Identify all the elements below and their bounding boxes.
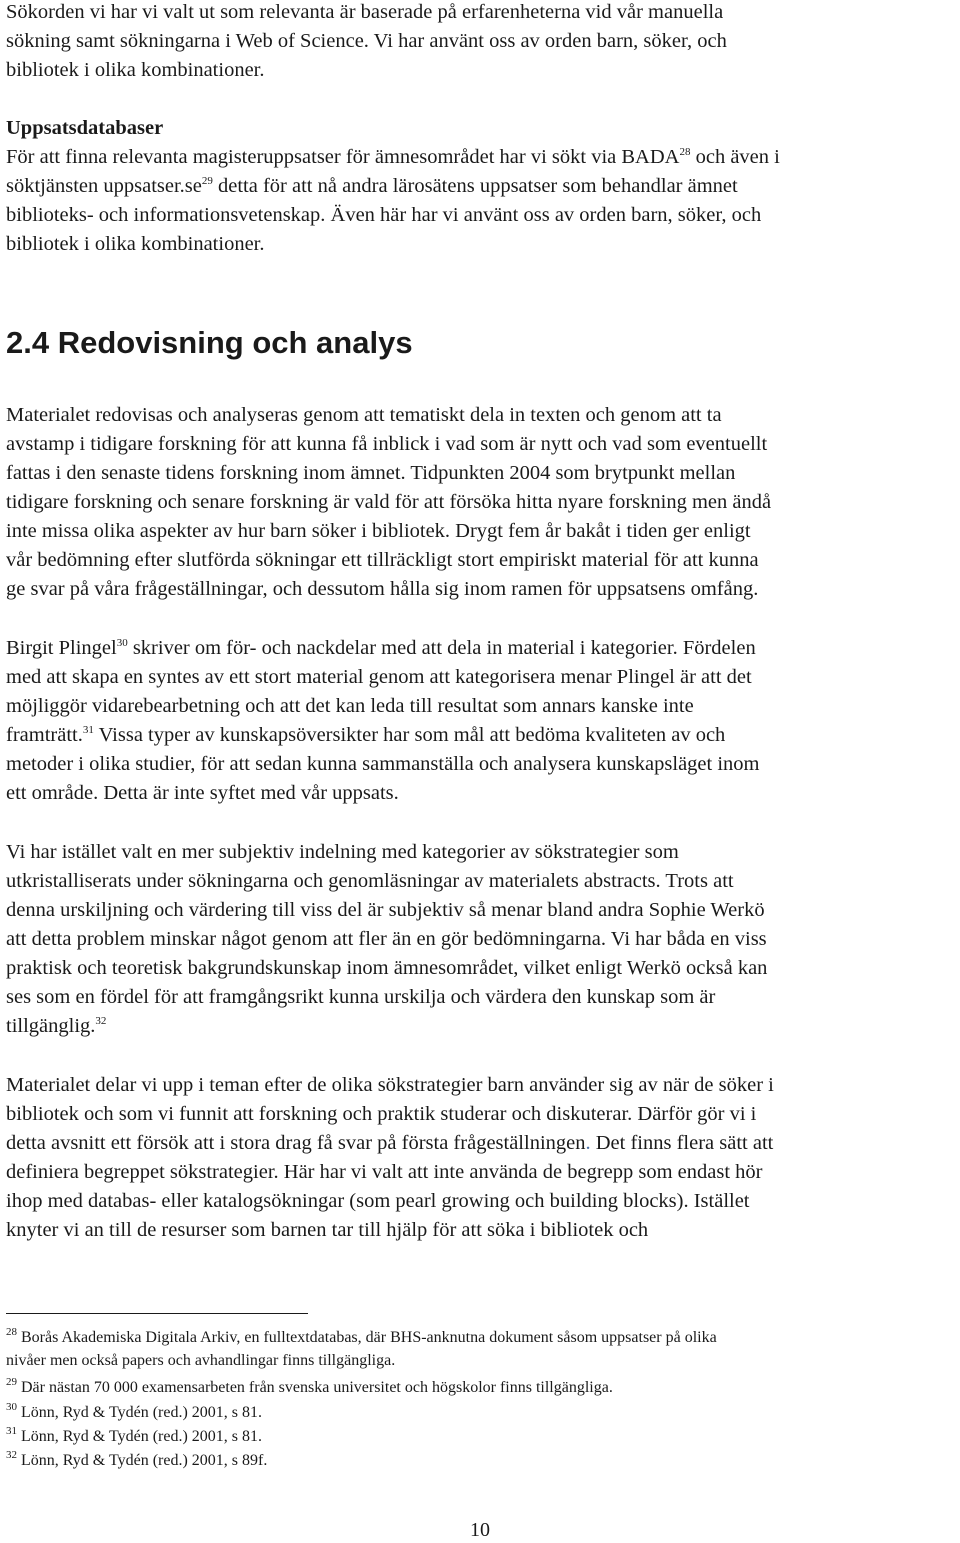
text-line: ge svar på våra frågeställningar, och dessutom hålla sig inom ramen för uppsatsens omfång. [6, 578, 759, 600]
text-line: bibliotek i olika kombinationer. [6, 233, 265, 255]
footnote-text: Borås Akademiska Digitala Arkiv, en fulltextdatabas, där BHS-anknutna dokument såsom uppsatser på olika [21, 1329, 717, 1346]
text-line: Materialet delar vi upp i teman efter de olika sökstrategier barn använder sig av när de söker i [6, 1074, 774, 1096]
text-run: . [585, 1132, 591, 1154]
text-line: biblioteks- och informationsvetenskap. Även här har vi använt oss av orden barn, söker, och [6, 204, 762, 226]
text-run: För att finna relevanta magisteruppsatser för ämnesområdet har vi sökt via BADA [6, 146, 680, 168]
text-line: ses som en fördel för att framgångsrikt kunna urskilja och värdera den kunskap som är [6, 986, 716, 1008]
footnote-ref: 29 [201, 175, 213, 187]
text-line: att detta problem minskar något genom att fler än en gör bedömningarna. Vi har båda en viss [6, 928, 767, 950]
text-run: tillgänglig. [6, 1015, 96, 1037]
text-run: detta avsnitt ett försök att i stora drag få svar på första frågeställningen [6, 1132, 586, 1154]
text-line: fattas i den senaste tidens forskning inom ämnet. Tidpunkten 2004 som brytpunkt mellan [6, 462, 736, 484]
footnote-28 [6, 1326, 956, 1372]
footnote-text: Lönn, Ryd & Tydén (red.) 2001, s 89f. [21, 1452, 268, 1469]
text-line: avstamp i tidigare forskning för att kunna få inblick i vad som är nytt och vad som eventuellt [6, 433, 768, 455]
footnote-ref: 32 [95, 1015, 107, 1027]
text-line: sökning samt sökningarna i Web of Science. Vi har använt oss av orden barn, söker, och [6, 30, 727, 52]
footnote-separator [6, 1313, 308, 1314]
footnote-number: 28 [6, 1326, 17, 1338]
text-line: Sökorden vi har vi valt ut som relevanta är baserade på erfarenheterna vid vår manuella [6, 1, 724, 23]
text-line: ett område. Detta är inte syftet med vår uppsats. [6, 782, 399, 804]
text-line: utkristalliserats under sökningarna och genomläsningar av materialets abstracts. Trots att [6, 870, 734, 892]
footnote-text: Lönn, Ryd & Tydén (red.) 2001, s 81. [21, 1404, 263, 1421]
text-line [6, 1129, 956, 1158]
text-line: ihop med databas- eller katalogsökningar (som pearl growing och building blocks). Istället [6, 1190, 750, 1212]
footnote-number: 31 [6, 1425, 17, 1437]
text-line [6, 634, 956, 663]
text-line: bibliotek och som vi funnit att forskning och praktik studerar och diskuterar. Därför gör vi i [6, 1103, 757, 1125]
subheading: Uppsatsdatabaser [6, 117, 164, 139]
footnote-text: Där nästan 70 000 examensarbeten från svenska universitet och högskolor finns tillgängliga. [21, 1379, 613, 1396]
footnote-number: 29 [6, 1376, 17, 1388]
text-line: definiera begreppet sökstrategier. Här har vi valt att inte använda de begrepp som endast hör [6, 1161, 763, 1183]
footnote-ref: 28 [679, 146, 691, 158]
text-line: med att skapa en syntes av ett stort material genom att kategorisera menar Plingel är att det [6, 666, 752, 688]
text-line: knyter vi an till de resurser som barnen tar till hjälp för att söka i bibliotek och [6, 1219, 649, 1241]
footnote-29 [6, 1376, 956, 1399]
text-run: framträtt. [6, 724, 83, 746]
paragraph-materialet [6, 401, 956, 604]
text-run: Vissa typer av kunskapsöversikter har som mål att bedöma kvaliteten av och [93, 724, 726, 746]
text-line: denna urskiljning och värdering till viss del är subjektiv så menar bland andra Sophie Werkö [6, 899, 765, 921]
paragraph-plingel [6, 634, 956, 808]
text-line: bibliotek i olika kombinationer. [6, 59, 265, 81]
text-line: tidigare forskning och senare forskning är vald för att försöka hitta nyare forskning men ändå [6, 491, 772, 513]
text-line: vår bedömning efter slutförda sökningar ett tillräckligt stort empiriskt material för att kunna [6, 549, 759, 571]
footnote-ref: 31 [82, 724, 94, 736]
text-run: detta för att nå andra lärosätens uppsatser som behandlar ämnet [212, 175, 738, 197]
text-run: Det finns flera sätt att [590, 1132, 774, 1154]
text-line: inte missa olika aspekter av hur barn söker i bibliotek. Drygt fem år bakåt i tiden ger enligt [6, 520, 751, 542]
footnote-number: 32 [6, 1449, 17, 1461]
footnote-32 [6, 1449, 956, 1472]
footnote-number: 30 [6, 1401, 17, 1413]
footnote-ref: 30 [116, 637, 128, 649]
text-line: Materialet redovisas och analyseras genom att tematiskt dela in texten och genom att ta [6, 404, 722, 426]
paragraph-uppsatsdatabaser [6, 114, 956, 259]
text-run: Birgit Plingel [6, 637, 117, 659]
footnote-line [6, 1326, 956, 1349]
footnote-line: nivåer men också papers och avhandlingar finns tillgängliga. [6, 1352, 396, 1369]
text-line [6, 172, 956, 201]
text-run: skriver om för- och nackdelar med att dela in material i kategorier. Fördelen [127, 637, 756, 659]
text-line: Vi har istället valt en mer subjektiv indelning med kategorier av sökstrategier som [6, 841, 679, 863]
text-line [6, 143, 956, 172]
footnote-text: Lönn, Ryd & Tydén (red.) 2001, s 81. [21, 1428, 263, 1445]
text-line: metoder i olika studier, för att sedan kunna sammanställa och analysera kunskapsläget inom [6, 753, 760, 775]
footnote-30 [6, 1401, 956, 1424]
text-line [6, 721, 956, 750]
text-run: söktjänsten uppsatser.se [6, 175, 202, 197]
paragraph-search-terms [6, 0, 956, 85]
footnote-31 [6, 1425, 956, 1448]
paragraph-subjektiv [6, 838, 956, 1041]
paragraph-teman [6, 1071, 956, 1245]
section-heading: 2.4 Redovisning och analys [6, 325, 413, 360]
text-run: och även i [690, 146, 780, 168]
text-line: praktisk och teoretisk bakgrundskunskap inom ämnesområdet, vilket enligt Werkö också kan [6, 957, 768, 979]
text-line [6, 1012, 956, 1041]
page-number: 10 [470, 1519, 490, 1541]
text-line: möjliggör vidarebearbetning och att det kan leda till resultat som annars kanske inte [6, 695, 694, 717]
